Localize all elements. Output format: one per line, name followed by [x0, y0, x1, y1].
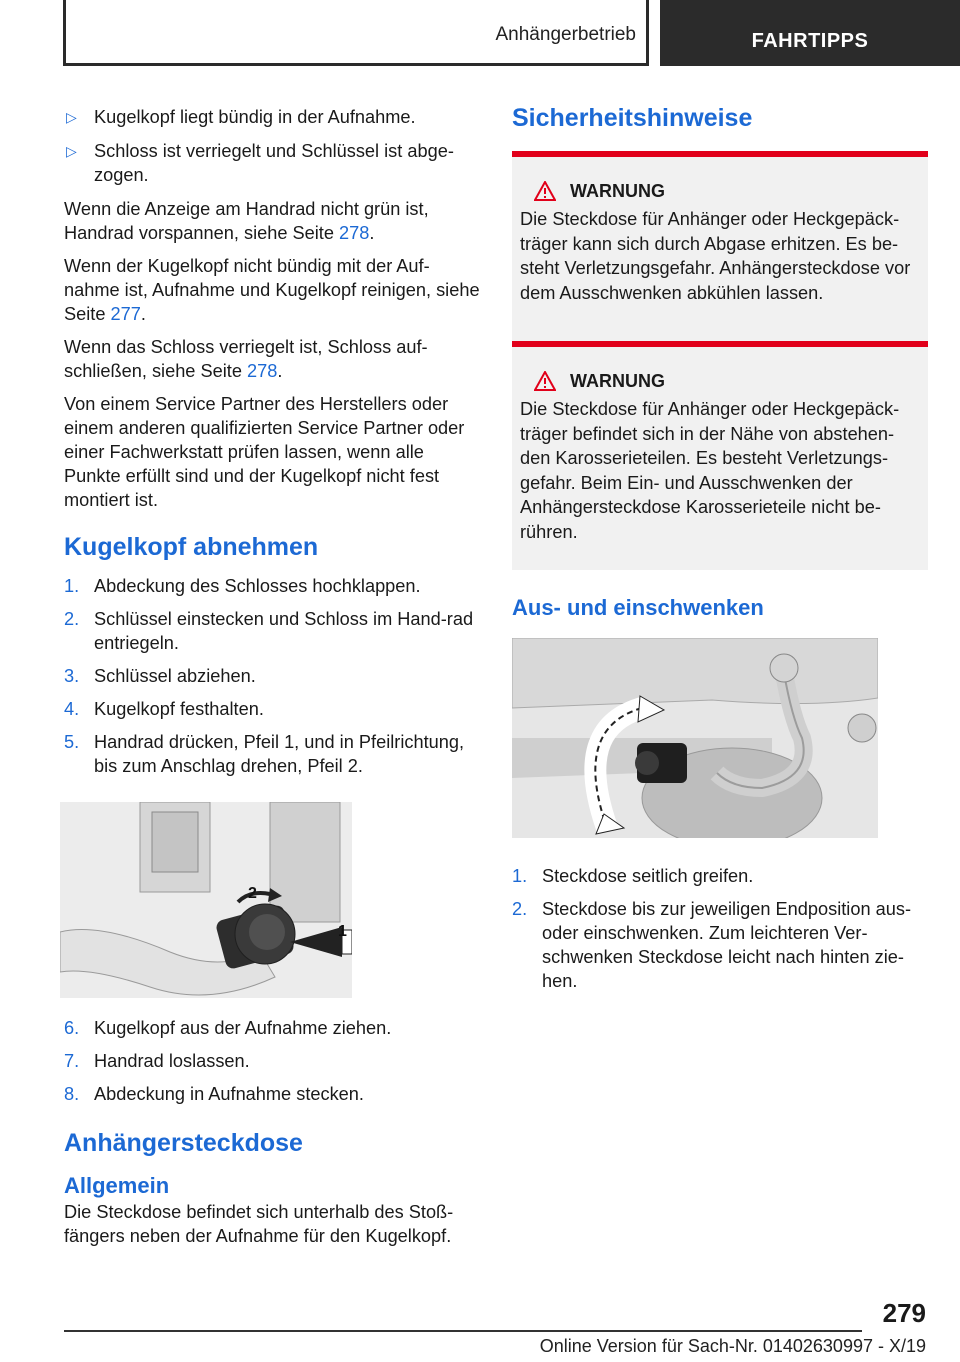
step-item: 4. Kugelkopf festhalten.	[64, 699, 264, 719]
check-item-text: Kugelkopf liegt bündig in der Aufnahme.	[94, 107, 416, 127]
footer-rule	[64, 1330, 862, 1332]
left-column	[64, 105, 480, 1257]
right-column	[512, 103, 928, 1002]
paragraph: Wenn das Schloss verriegelt ist, Schloss auf-schließen, siehe Seite 278.	[64, 337, 428, 381]
check-item-text: Schloss ist verriegelt und Schlüssel ist abge- zogen.	[94, 141, 454, 185]
heading-swing: Aus- und einschwenken	[512, 595, 764, 620]
socket-swing-drawing	[512, 638, 878, 838]
header-rule-bottom	[63, 63, 649, 66]
step-item: 5. Handrad drücken, Pfeil 1, und in Pfeilrichtung, bis zum Anschlag drehen, Pfeil 2.	[64, 732, 465, 776]
arrow-label-1: 1	[338, 923, 347, 940]
step-item: 1. Steckdose seitlich greifen.	[512, 866, 754, 886]
heading-general: Allgemein	[64, 1173, 170, 1198]
warning-triangle-icon	[534, 181, 556, 201]
triangle-bullet-icon: ▷	[66, 109, 77, 125]
warning-text: Die Steckdose für Anhänger oder Heckgepäck-träger kann sich durch Abgase erhitzen. Es be-steht Verletzungsgefahr. Anhängersteckdose vor dem Ausschwenken abkühlen lassen.	[520, 209, 911, 303]
header-rule-right	[646, 0, 649, 66]
warning-box	[512, 341, 928, 570]
online-version-text: Online Version für Sach-Nr. 01402630997 - X/19	[539, 1336, 926, 1356]
check-item	[64, 105, 480, 129]
warning-title: WARNUNG	[534, 179, 920, 203]
paragraph: Wenn der Kugelkopf nicht bündig mit der Auf-nahme ist, Aufnahme und Kugelkopf reinigen, siehe Seite 277.	[64, 256, 480, 324]
step-item: 2. Steckdose bis zur jeweiligen Endposition aus- oder einschwenken. Zum leichteren Ver-schwenken Steckdose leicht nach hinten zie-hen.	[512, 899, 912, 991]
step-item: 2. Schlüssel einstecken und Schloss im Hand-rad entriegeln.	[64, 609, 474, 653]
warning-triangle-icon	[534, 371, 556, 391]
ball-head-illustration	[60, 802, 352, 998]
heading-safety: Sicherheitshinweise	[512, 104, 753, 132]
socket-swing-illustration	[512, 638, 878, 838]
step-item: 3. Schlüssel abziehen.	[64, 666, 256, 686]
heading-trailer-socket: Anhängersteckdose	[64, 1129, 303, 1157]
step-item: 7. Handrad loslassen.	[64, 1051, 250, 1071]
paragraph: Wenn die Anzeige am Handrad nicht grün ist, Handrad vorspannen, siehe Seite 278.	[64, 199, 429, 243]
warning-text: Die Steckdose für Anhänger oder Heckgepäck-träger befindet sich in der Nähe von abstehen-den Karosserieteilen. Es besteht Verletzungs-gefahr. Beim Ein- und Ausschwenken der Anhängersteckdose Karosserieteile nicht be-rühren.	[520, 399, 900, 542]
warning-box	[512, 151, 928, 331]
paragraph: Von einem Service Partner des Herstellers oder einem anderen qualifizierten Service Partner oder einer Fachwerkstatt prüfen lassen, wenn alle Punkte erfüllt sind und der Kugelkopf nicht fest montiert ist.	[64, 394, 465, 510]
section-title: Anhängerbetrieb	[495, 24, 636, 45]
arrow-label-2: 2	[248, 885, 257, 902]
warning-title: WARNUNG	[534, 369, 920, 393]
step-item: 6. Kugelkopf aus der Aufnahme ziehen.	[64, 1018, 392, 1038]
ball-head-drawing	[60, 802, 352, 998]
triangle-bullet-icon: ▷	[66, 143, 77, 159]
check-item	[64, 139, 480, 187]
page-link[interactable]: 277	[110, 304, 141, 324]
paragraph: Die Steckdose befindet sich unterhalb des Stoß-fängers neben der Aufnahme für den Kugelkopf.	[64, 1202, 454, 1246]
page-link[interactable]: 278	[339, 223, 370, 243]
step-item: 8. Abdeckung in Aufnahme stecken.	[64, 1084, 364, 1104]
step-item: 1. Abdeckung des Schlosses hochklappen.	[64, 576, 421, 596]
page-number: 279	[882, 1298, 926, 1328]
heading-remove-ball: Kugelkopf abnehmen	[64, 533, 319, 561]
page-link[interactable]: 278	[247, 361, 278, 381]
chapter-tab[interactable]: FAHRTIPPS	[660, 0, 960, 66]
